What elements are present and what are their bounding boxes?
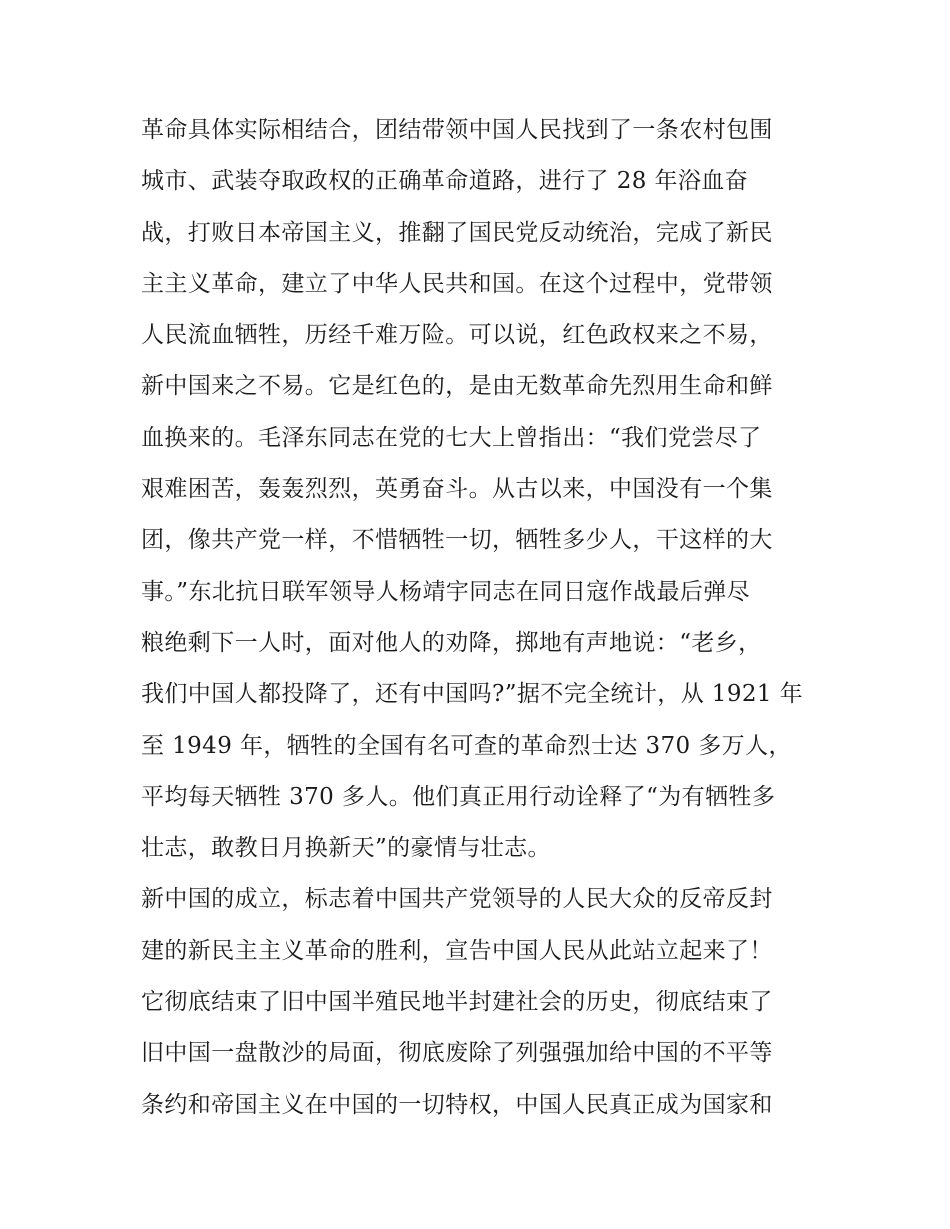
text-line: 新中国来之不易。它是红色的，是由无数革命先烈用生命和鲜: [141, 373, 773, 400]
text-line: 条约和帝国主义在中国的一切特权，中国人民真正成为国家和: [141, 1091, 773, 1118]
text-line: 事。”东北抗日联军领导人杨靖宇同志在同日寇作战最后弹尽: [141, 578, 751, 605]
text-line: 我们中国人都投降了，还有中国吗?”据不完全统计，从 1921 年: [141, 681, 804, 708]
text-line: 粮绝剩下一人时，面对他人的劝降，掷地有声地说：“老乡，: [141, 629, 762, 656]
text-line: 至 1949 年，牺牲的全国有名可查的革命烈士达 370 多万人，: [141, 732, 792, 759]
text-line: 艰难困苦，轰轰烈烈，英勇奋斗。从古以来，中国没有一个集: [141, 476, 773, 503]
text-line: 人民流血牺牲，历经千难万险。可以说，红色政权来之不易，: [141, 322, 773, 349]
text-line: 新中国的成立，标志着中国共产党领导的人民大众的反帝反封: [141, 886, 773, 913]
text-line: 革命具体实际相结合，团结带领中国人民找到了一条农村包围: [141, 117, 773, 143]
text-line: 平均每天牺牲 370 多人。他们真正用行动诠释了“为有牺牲多: [141, 783, 776, 810]
text-line: 城市、武装夺取政权的正确革命道路，进行了 28 年浴血奋: [141, 168, 749, 195]
text-line: 主主义革命，建立了中华人民共和国。在这个过程中，党带领: [141, 270, 773, 297]
body-text: [141, 108, 821, 1134]
text-line: 战，打败日本帝国主义，推翻了国民党反动统治，完成了新民: [141, 219, 773, 246]
text-line: 团，像共产党一样，不惜牺牲一切，牺牲多少人，干这样的大: [141, 527, 773, 554]
text-line: 壮志，敢教日月换新天”的豪情与壮志。: [141, 835, 551, 862]
text-line: 血换来的。毛泽东同志在党的七大上曾指出：“我们党尝尽了: [141, 424, 762, 451]
text-line: 建的新民主主义革命的胜利，宣告中国人民从此站立起来了！: [141, 937, 773, 964]
text-line: 它彻底结束了旧中国半殖民地半封建社会的历史，彻底结束了: [141, 989, 773, 1016]
text-line: 旧中国一盘散沙的局面，彻底废除了列强强加给中国的不平等: [141, 1040, 773, 1067]
